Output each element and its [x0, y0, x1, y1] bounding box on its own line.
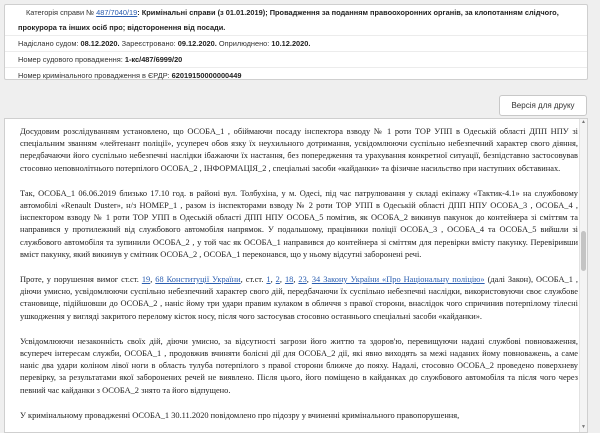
criminal-number-label: Номер кримінального провадження в ЄРДР: — [18, 71, 170, 80]
sep: , — [279, 275, 285, 285]
law-link-23[interactable]: 23 — [298, 275, 307, 285]
constitution-link[interactable]: 68 Конституції України — [155, 275, 241, 285]
registered-date: 09.12.2020. — [177, 39, 217, 48]
sep: , — [150, 275, 156, 285]
paragraph-4: Усвідомлюючи незаконність своїх дій, діючи умисно, за відсутності загрози його життю та здоров'ю, перевищуючи надані службові повноваження, всупереч інтересам служби, ОСОБА_1 , продовжив вчиняти болісні дії для ОСОБА_2 дії, які явно виходять за межі наданих йому повноважень, а саме наніс два удари коліном лівої ноги в область тулуба потерпілого з правої сторони ближче до пояху. Надалі, стосовно ОСОБА_2 проведено поверхневу перевірку, за результатами якої заборонених речей не виявлено. Після цього, його поміщено в кайданках до службового автомобіля та після чого через певний час кайданки з ОСОБА_2 знято та його відпущено. — [20, 336, 578, 395]
police-law-link[interactable]: 34 Закону України «Про Національну поліцію» — [311, 275, 485, 285]
case-number-link[interactable]: 487/7040/19 — [96, 8, 138, 17]
law-link-1[interactable]: 1 — [266, 275, 271, 285]
p3-text-mid: , ст.ст. — [240, 275, 267, 285]
scroll-down-icon[interactable]: ▼ — [581, 425, 586, 430]
sep: , — [270, 275, 276, 285]
category-label: Категорія справи № — [26, 8, 95, 17]
category-text: : Кримінальні справи (з 01.01.2019); Провадження за поданням правоохоронних органів, за клопотанням слідчого, прокурора та інших осіб про; відсторонення від посади. — [18, 8, 559, 32]
registered-label: Зареєстровано: — [121, 39, 176, 48]
court-number-label: Номер судового провадження: — [18, 55, 123, 64]
law-link-19[interactable]: 19 — [141, 275, 151, 285]
p3-text-start: Проте, у порушення вимог ст.ст. — [20, 275, 142, 285]
document-text — [20, 126, 578, 422]
document-scrollbar[interactable] — [579, 119, 587, 432]
sep: , — [306, 275, 312, 285]
p3-text-end: (далі Закон), ОСОБА_1 , діючи умисно, усвідомлюючи суспільно небезпечний характер свого дій, передбачаючи їх суспільно небезпечні наслідки, використовуючи своє службове становище, підійшовши до ОСОБА_2 , наніс йому три удари правим кулаком в обличчя з правої сторони, внаслідок чого спричинив потерпілому тілесні ушкодження у вигляді закритого перелому кісток носу, після чого застосував стосовно останнього спеціальні засоби «кайданки». — [20, 275, 579, 321]
criminal-number-row — [5, 68, 587, 83]
case-info-card — [4, 4, 588, 80]
court-number-row — [5, 52, 587, 68]
dates-row — [5, 36, 587, 52]
paragraph-2: Так, ОСОБА_1 06.06.2019 близько 17.10 год. в районі вул. Толбухіна, у м. Одесі, під час патрулювання у складі екіпажу «Тактик-4.1» на службовому автомобілі «Renault Duster», н/з НОМЕР_1 , разом із інспекторами взводу № 2 роти ТОР УПП в Одеській області ДПП НПУ ОСОБА_3 , ОСОБА_4 , інспектором взводу № 1 роти ТОР УПП в Одеській області ДПП НПУ ОСОБА_5 помітив, як ОСОБА_2 викинув пакунок до контейнера зі сміттям та направився у протилежний від службового автомобіля напрямок. У подальшому, працівники поліції ОСОБА_3 , ОСОБА_4 та ОСОБА_5 вийшли зі службового автомобіля та зупинили ОСОБА_2 , у той час як ОСОБА_1 направився до контейнера зі сміттям для перевірки вмісту пакунку. Перевіривши вміст пакунку, який викинув у смітник ОСОБА_2 , ОСОБА_1 переконався, що у ньому відсутні заборонені речі. — [20, 188, 578, 259]
paragraph-5: У кримінальному провадженні ОСОБА_1 30.11.2020 повідомлено про підозру у вчиненні кримінального правопорушення, — [20, 410, 460, 420]
sent-date: 08.12.2020. — [80, 39, 120, 48]
paragraph-3 — [20, 274, 578, 323]
published-date: 10.12.2020. — [271, 39, 311, 48]
criminal-number: 62019150000000449 — [171, 71, 242, 80]
law-link-2[interactable]: 2 — [275, 275, 280, 285]
court-number: 1-кс/487/6999/20 — [124, 55, 183, 64]
sent-label: Надіслано судом: — [18, 39, 79, 48]
sep: , — [293, 275, 299, 285]
document-viewer — [4, 118, 588, 433]
print-version-button[interactable]: Версія для друку — [499, 95, 587, 116]
law-link-18[interactable]: 18 — [284, 275, 294, 285]
published-label: Оприлюднено: — [218, 39, 270, 48]
scroll-up-icon[interactable]: ▲ — [581, 120, 586, 125]
paragraph-1: Досудовим розслідуванням установлено, що ОСОБА_1 , обіймаючи посаду інспектора взводу № 1 роти ТОР УПП в Одеській області ДПП НПУ зі спеціальним званням «лейтенант поліції», усупереч обов язку їх неухильного дотримання, усвідомлюючи суспільно небезпечний характер свого діяння, передбачаючи його суспільно небезпечні наслідки ібажаючи їх настання, без попередження та урахування конкретної ситуації, безпідставно застосовував стосовно неповнолітнього потерпілого ОСОБА_2 , ІНФОРМАЦІЯ_2 , спеціальні засоби «кайданки» та фізичне насильство при наступних обставинах. — [20, 127, 578, 173]
case-category-row — [5, 5, 587, 36]
scroll-thumb[interactable] — [581, 231, 586, 271]
